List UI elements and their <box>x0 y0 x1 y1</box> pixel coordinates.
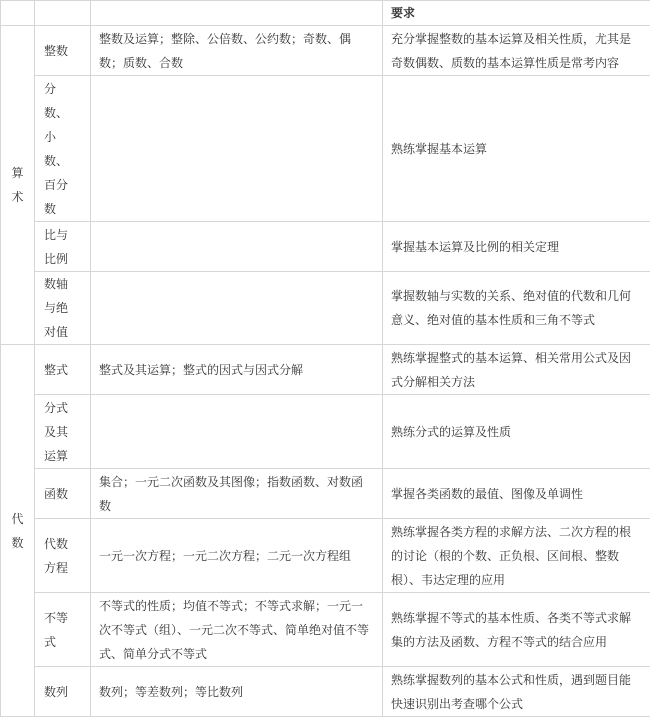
table-row <box>1 395 650 469</box>
content-cell: 数列；等差数列；等比数列 <box>91 667 383 717</box>
topic-label: 整数 <box>44 39 70 63</box>
content-cell <box>91 272 383 345</box>
topic-label: 数轴与绝对值 <box>44 272 70 344</box>
table-row <box>1 519 650 593</box>
requirement-cell: 熟练分式的运算及性质 <box>383 395 650 469</box>
content-cell: 一元一次方程；一元二次方程；二元一次方程组 <box>91 519 383 593</box>
topic-cell <box>35 345 91 395</box>
topic-label: 分式及其运算 <box>44 396 70 468</box>
content-cell: 整式及其运算；整式的因式与因式分解 <box>91 345 383 395</box>
topic-cell <box>35 519 91 593</box>
requirement-cell: 熟练掌握各类方程的求解方法、二次方程的根的讨论（根的个数、正负根、区间根、整数根）、韦达定理的应用 <box>383 519 650 593</box>
content-cell: 不等式的性质；均值不等式；不等式求解；一元一次不等式（组）、一元二次不等式、简单绝对值不等式、简单分式不等式 <box>91 593 383 667</box>
topic-label: 不等式 <box>44 606 70 654</box>
topic-label: 函数 <box>44 482 70 506</box>
header-content <box>91 1 383 26</box>
header-category <box>1 1 35 26</box>
table-row <box>1 222 650 272</box>
topic-label: 数列 <box>44 680 70 704</box>
table-row <box>1 593 650 667</box>
requirement-cell: 充分掌握整数的基本运算及相关性质，尤其是奇数偶数、质数的基本运算性质是常考内容 <box>383 26 650 76</box>
topic-cell <box>35 222 91 272</box>
content-cell <box>91 395 383 469</box>
category-label: 算术 <box>11 161 25 209</box>
topic-label: 比与比例 <box>44 223 70 271</box>
topic-label: 整式 <box>44 358 70 382</box>
header-row <box>1 1 650 26</box>
requirement-cell: 熟练掌握基本运算 <box>383 76 650 222</box>
topic-cell <box>35 469 91 519</box>
content-cell: 集合；一元二次函数及其图像；指数函数、对数函数 <box>91 469 383 519</box>
table-row <box>1 469 650 519</box>
topic-label: 代数方程 <box>44 532 70 580</box>
category-cell <box>1 345 35 717</box>
topic-cell <box>35 593 91 667</box>
topic-cell <box>35 76 91 222</box>
requirement-cell: 掌握数轴与实数的关系、绝对值的代数和几何意义、绝对值的基本性质和三角不等式 <box>383 272 650 345</box>
requirement-cell: 熟练掌握不等式的基本性质、各类不等式求解集的方法及函数、方程不等式的结合应用 <box>383 593 650 667</box>
topic-label: 分数、小数、百分数 <box>44 77 70 221</box>
content-cell: 整数及运算；整除、公倍数、公约数；奇数、偶数；质数、合数 <box>91 26 383 76</box>
table-row <box>1 76 650 222</box>
topic-cell <box>35 26 91 76</box>
requirement-cell: 熟练掌握数列的基本公式和性质，遇到题目能快速识别出考查哪个公式 <box>383 667 650 717</box>
table-row <box>1 667 650 717</box>
topic-cell <box>35 395 91 469</box>
topic-cell <box>35 667 91 717</box>
requirement-cell: 掌握基本运算及比例的相关定理 <box>383 222 650 272</box>
requirement-cell: 掌握各类函数的最值、图像及单调性 <box>383 469 650 519</box>
content-cell <box>91 222 383 272</box>
requirement-cell: 熟练掌握整式的基本运算、相关常用公式及因式分解相关方法 <box>383 345 650 395</box>
category-label: 代数 <box>11 507 25 555</box>
category-cell <box>1 26 35 345</box>
header-topic <box>35 1 91 26</box>
content-cell <box>91 76 383 222</box>
topic-cell <box>35 272 91 345</box>
header-requirement: 要求 <box>383 1 650 26</box>
table-row <box>1 26 650 76</box>
table-row <box>1 272 650 345</box>
table-row <box>1 345 650 395</box>
